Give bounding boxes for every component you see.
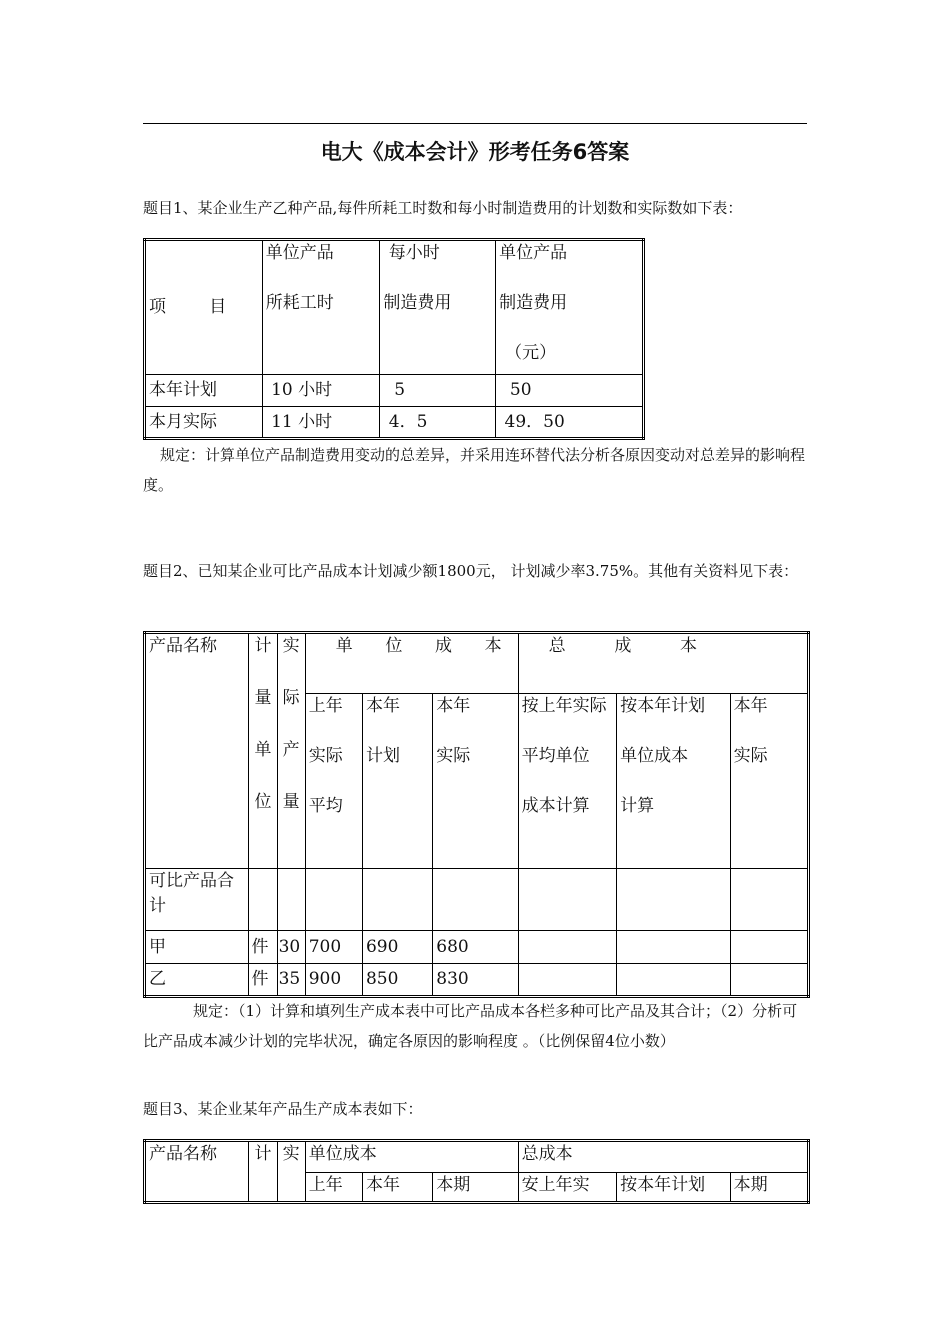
- q2-row-b-qty: 35: [277, 964, 305, 997]
- table-row: [145, 931, 809, 964]
- q2-header-unit-cost-text: 单位成本: [335, 636, 502, 656]
- q2-header-ucost-prev-l1: 上年: [308, 696, 343, 716]
- q1-row-actual-label: 本月实际: [145, 407, 263, 439]
- q2-note: 规定：（1）计算和填列生产成本表中可比产品成本各栏多种可比产品及其合计；（2）分析可比产品成本减少计划的完毕状况，确定各原因的影响程度 。（比例保留4位小数）: [143, 1002, 798, 1050]
- q1-header-hours: [262, 240, 380, 375]
- q1-table: [143, 238, 645, 440]
- q1-header-cost: [496, 240, 644, 375]
- q3-header-sub-prev: 上年: [305, 1173, 362, 1203]
- q2-row-total-tplan: [617, 869, 731, 931]
- q1-header-rate-line2: 制造费用: [383, 293, 452, 313]
- q1-row-actual-cost: 49．50: [496, 407, 644, 439]
- q2-row-total-prev: [305, 869, 362, 931]
- q2-row-b-tplan: [617, 964, 731, 997]
- q2-row-total-tprev: [518, 869, 616, 931]
- q2-header-tcost-prev-l2: 平均单位: [521, 746, 590, 766]
- q2-header-unit-cost: [305, 633, 518, 694]
- q2-header-qty-c3: 产: [282, 740, 300, 760]
- q2-header-ucost-actual: [433, 694, 518, 869]
- q2-row-a-plan: 690: [362, 931, 432, 964]
- q3-header-row1: [145, 1141, 809, 1173]
- q2-header-tcost-actual-l2: 实际: [733, 746, 768, 766]
- q2-header-tcost-plan-l3: 计算: [620, 796, 655, 816]
- q1-header-cost-line1: 单位产品: [499, 243, 568, 263]
- q2-header-unit-c2: 量: [254, 688, 272, 708]
- q1-row-plan: [145, 375, 644, 407]
- q3-header-sub-tactual: 本期: [730, 1173, 808, 1203]
- page-title: 电大《成本会计》形考任务6答案: [320, 140, 630, 164]
- q2-header-unit-c1: 计: [254, 636, 272, 656]
- q2-header-tcost-prev: [518, 694, 616, 869]
- header-rule: [143, 123, 807, 124]
- q2-header-ucost-actual-l1: 本年: [436, 696, 471, 716]
- q1-header-rate-line1: 每小时: [383, 243, 440, 263]
- q2-header-ucost-plan-l1: 本年: [365, 696, 400, 716]
- q3-table: [143, 1139, 810, 1204]
- q2-header-qty: [277, 633, 305, 869]
- q1-header-row: [145, 240, 644, 375]
- q2-row-total-name: 可比产品合计: [145, 869, 249, 931]
- q2-header-ucost-actual-l2: 实际: [436, 746, 471, 766]
- q2-row-total-tactual: [730, 869, 808, 931]
- q1-header-cost-line3: （元）: [505, 343, 557, 363]
- q2-header-row1: [145, 633, 809, 694]
- q2-row-a-tplan: [617, 931, 731, 964]
- q2-row-a-unit: 件: [249, 931, 277, 964]
- q2-header-tcost-plan-l1: 按本年计划: [620, 696, 706, 716]
- q1-row-plan-rate: 5: [380, 375, 496, 407]
- q2-header-tcost-plan-l2: 单位成本: [620, 746, 689, 766]
- q2-row-b-actual: 830: [433, 964, 518, 997]
- q1-row-plan-cost: 50: [496, 375, 644, 407]
- q2-row-total-unit: [249, 869, 277, 931]
- q3-header-sub-tprev: 安上年实: [518, 1173, 616, 1203]
- q1-row-actual: [145, 407, 644, 439]
- q1-header-rate: [380, 240, 496, 375]
- q2-header-tcost-actual: [730, 694, 808, 869]
- q2-header-unit-c4: 位: [254, 792, 272, 812]
- q2-row-a-name: 甲: [145, 931, 249, 964]
- q1-row-plan-label: 本年计划: [145, 375, 263, 407]
- q2-header-tcost-prev-l1: 按上年实际: [521, 696, 607, 716]
- q2-row-a-prev: 700: [305, 931, 362, 964]
- q2-row-total-plan: [362, 869, 432, 931]
- q1-row-plan-hours: 10 小时: [262, 375, 380, 407]
- q1-row-actual-rate: 4．5: [380, 407, 496, 439]
- q2-header-total-cost: [518, 633, 808, 694]
- q3-header-sub-tplan: 按本年计划: [617, 1173, 731, 1203]
- q2-table: [143, 631, 810, 998]
- q2-row-a-qty: 30: [277, 931, 305, 964]
- q2-header-tcost-prev-l3: 成本计算: [521, 796, 590, 816]
- q3-header-unit: 计: [249, 1141, 277, 1203]
- q2-header-ucost-prev: [305, 694, 362, 869]
- q2-header-total-cost-text: 总成本: [548, 636, 697, 656]
- q2-row-a-tactual: [730, 931, 808, 964]
- q2-row-a-actual: 680: [433, 931, 518, 964]
- q3-intro: 题目3、某企业某年产品生产成本表如下：: [143, 1100, 423, 1118]
- q2-header-qty-c1: 实: [282, 636, 300, 656]
- q2-row-b-tprev: [518, 964, 616, 997]
- q2-header-ucost-plan-l2: 计划: [365, 746, 400, 766]
- q2-header-qty-c2: 际: [282, 688, 300, 708]
- q2-row-total-actual: [433, 869, 518, 931]
- q2-header-ucost-plan: [362, 694, 432, 869]
- q2-row-b-plan: 850: [362, 964, 432, 997]
- q3-header-sub-plan: 本年: [362, 1173, 432, 1203]
- q1-note: 规定：计算单位产品制造费用变动的总差异，并采用连环替代法分析各原因变动对总差异的影响程度。: [143, 446, 806, 494]
- q2-header-tcost-plan: [617, 694, 731, 869]
- q2-row-b-prev: 900: [305, 964, 362, 997]
- q2-row-a-tprev: [518, 931, 616, 964]
- q1-header-item-text: 项 目: [149, 297, 227, 317]
- q3-header-unit-cost: 单位成本: [305, 1141, 518, 1173]
- q2-header-ucost-prev-l2: 实际: [308, 746, 343, 766]
- q3-header-sub-actual: 本期: [433, 1173, 518, 1203]
- q2-header-tcost-actual-l1: 本年: [733, 696, 768, 716]
- q1-row-actual-hours: 11 小时: [262, 407, 380, 439]
- q2-row-b-tactual: [730, 964, 808, 997]
- q2-header-ucost-prev-l3: 平均: [308, 796, 343, 816]
- q3-header-qty: 实: [277, 1141, 305, 1203]
- q2-header-product: 产品名称: [145, 633, 249, 869]
- q1-header-item: [145, 240, 263, 375]
- q1-header-hours-line2: 所耗工时: [265, 293, 334, 313]
- q2-header-unit-c3: 单: [254, 740, 272, 760]
- q2-header-qty-c4: 量: [282, 792, 300, 812]
- table-row: [145, 869, 809, 931]
- q3-header-total-cost: 总成本: [518, 1141, 808, 1173]
- q2-header-unit: [249, 633, 277, 869]
- table-row: [145, 964, 809, 997]
- q1-intro: 题目1、某企业生产乙种产品,每件所耗工时数和每小时制造费用的计划数和实际数如下表：: [143, 199, 743, 217]
- q1-header-hours-line1: 单位产品: [265, 243, 334, 263]
- q3-header-product: 产品名称: [145, 1141, 249, 1203]
- q2-row-total-qty: [277, 869, 305, 931]
- q2-row-b-unit: 件: [249, 964, 277, 997]
- q2-intro: 题目2、已知某企业可比产品成本计划减少额1800元， 计划减少率3.75%。其他有关资料见下表：: [143, 562, 799, 580]
- q2-row-b-name: 乙: [145, 964, 249, 997]
- q1-header-cost-line2: 制造费用: [499, 293, 568, 313]
